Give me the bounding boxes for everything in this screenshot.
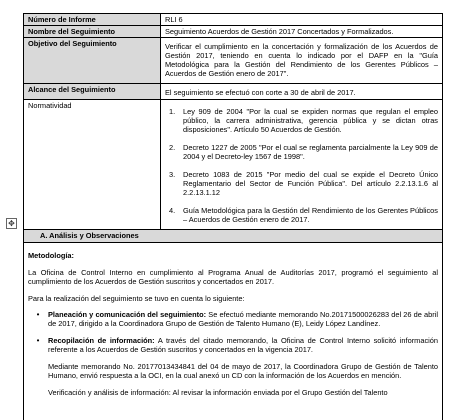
list-number: 3. <box>169 170 176 179</box>
steps-list <box>28 310 438 354</box>
list-text: Decreto 1083 de 2015 "Por medio del cual se expide el Decreto Único Reglamentario del Sector de Función Pública". Del artículo 2.2.13.1.6 al 2.2.13.1.12 <box>183 170 438 197</box>
bullet-icon: • <box>36 336 40 345</box>
bullet-heading: Recopilación de información: <box>48 336 155 345</box>
value-numero-informe: RLI 6 <box>161 14 443 26</box>
section-body <box>24 251 442 397</box>
table-row <box>24 14 443 26</box>
list-text: Ley 909 de 2004 "Por la cual se expiden normas que regulan el empleo público, la carrera administrativa, gerencia pública y se dictan otras disposiciones". Artículo 50 Acuerdos de Gestión. <box>183 107 438 134</box>
bullet-heading: Planeación y comunicación del seguimiento: <box>48 310 207 319</box>
list-text: Decreto 1227 de 2005 "Por el cual se reglamenta parcialmente la Ley 909 de 2004 y el Decreto-ley 1567 de 1998". <box>183 143 438 161</box>
value-normatividad <box>161 100 443 232</box>
label-normatividad: Normatividad <box>24 100 161 232</box>
table-row <box>24 100 443 232</box>
bullet-text: A través del citado memorando, la Oficina de Control Interno solicitó información referente a los Acuerdos de Gestión suscritos y concertados en la vigencia 2017. <box>48 336 438 354</box>
section-title: A. Análisis y Observaciones <box>24 230 442 243</box>
normatividad-list <box>165 107 438 224</box>
list-text: Guía Metodológica para la Gestión del Rendimiento de los Gerentes Públicos – Acuerdos de Gestión enero de 2017. <box>183 206 438 224</box>
list-item <box>28 310 438 328</box>
list-item <box>165 143 438 161</box>
list-item <box>165 107 438 134</box>
label-nombre-seguimiento: Nombre del Seguimiento <box>24 26 161 38</box>
list-text <box>48 336 438 354</box>
value-alcance: El seguimiento se efectuó con corte a 30 de abril de 2017. <box>161 84 443 100</box>
intro-paragraph: La Oficina de Control Interno en cumplimiento al Programa Anual de Auditorías 2017, programó el seguimiento al cumplimiento de los Acuerdos de Gestión suscritos y concertados en 2017. <box>28 268 438 286</box>
analisis-section <box>23 229 443 420</box>
value-objetivo: Verificar el cumplimiento en la concertación y formalización de los Acuerdos de Gestión 2017, teniendo en cuenta lo indicado por el DAFP en la "Guía Metodológica para la Gestión del Rendimiento de los Gerentes Públicos – Acuerdos de Gestión enero de 2017". <box>161 38 443 84</box>
info-table <box>23 13 443 232</box>
list-text <box>48 310 438 328</box>
table-row <box>24 84 443 100</box>
list-item <box>28 336 438 354</box>
list-item <box>165 170 438 197</box>
metodologia-heading: Metodología: <box>28 251 74 260</box>
value-nombre-seguimiento: Seguimiento Acuerdos de Gestión 2017 Concertados y Formalizados. <box>161 26 443 38</box>
info-table-container <box>23 13 443 232</box>
bullet-text: Se efectuó mediante memorando No.20171500026283 del 26 de abril de 2017, dirigido a la Coordinadora Grupo de Gestión de Talento Humano (E), Leidy López Landínez. <box>48 310 438 328</box>
label-numero-informe: Número de Informe <box>24 14 161 26</box>
label-objetivo: Objetivo del Seguimiento <box>24 38 161 84</box>
list-item <box>165 206 438 224</box>
cut-off-line: Verificación y análisis de información: Al revisar la información enviada por el Grupo Gestión del Talento <box>48 388 388 397</box>
list-number: 4. <box>169 206 176 215</box>
pasos-intro: Para la realización del seguimiento se tuvo en cuenta lo siguiente: <box>28 294 245 303</box>
list-number: 1. <box>169 107 176 116</box>
table-row <box>24 38 443 84</box>
bullet-icon: • <box>36 310 40 319</box>
list-number: 2. <box>169 143 176 152</box>
extra-paragraph: Mediante memorando No. 20177013434841 del 04 de mayo de 2017, la Coordinadora Grupo de Gestión de Talento Humano, envió respuesta a la OCI, en la cual anexó un CD con la información de los Acuerdos en mención. <box>48 362 438 380</box>
label-alcance: Alcance del Seguimiento <box>24 84 161 100</box>
table-row <box>24 26 443 38</box>
move-handle-icon[interactable]: ✥ <box>6 218 17 229</box>
